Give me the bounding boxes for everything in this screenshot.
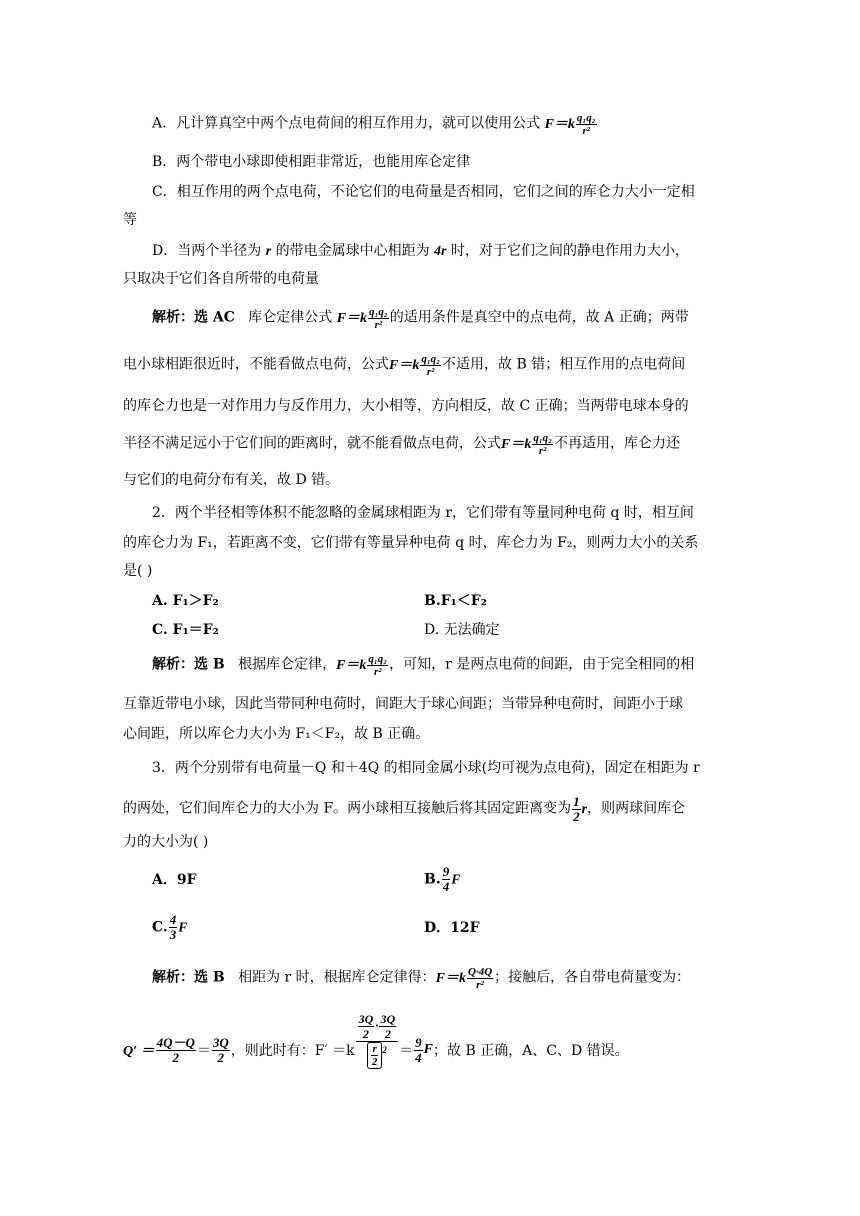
q2-analysis-line3: 心间距，所以库仑力大小为 F₁＜F₂，故 B 正确。 [123,726,430,742]
q1-analysis-line1 [152,306,689,331]
option-label: C. [152,919,168,936]
analysis-text: 库仑定律公式 [248,309,333,326]
q1-analysis-line4 [123,432,680,457]
option-label: B. [424,871,441,888]
q3-analysis-line1 [152,966,690,991]
coulomb-formula: F＝k $\frac{\text{q₁q₂}}{\text{r²}}$ [544,112,596,137]
charge-fraction: $\frac{4Q-Q}{2}$ [156,1034,195,1065]
analysis-label: 解析：选 AC [152,309,235,326]
q1-option-d [152,241,689,262]
coulomb-formula: F＝k $\frac{\text{q₁q₂}}{\text{r²}}$ [336,306,388,331]
q2-option-d: D. 无法确定 [424,622,500,638]
analysis-label: 解析：选 B [152,656,225,673]
analysis-text: ；接触后，各自带电荷量变为： [494,969,691,986]
force-fraction: $\frac{3Q}{2}$ · $\frac{3Q}{2}$ $\frac{r}{2}$ $^2$ [356,1012,399,1069]
coulomb-formula: F＝k $\frac{Q\cdot 4Q}{\text{r²}}$ [435,966,493,991]
q1-analysis-line2 [123,353,685,378]
q1-option-c: C．相互作用的两个点电荷，不论它们的电荷量是否相同，它们之间的库仑力大小一定相 [152,184,695,200]
q3-stem-line2 [123,795,685,824]
charge-result: $\frac{3Q}{2}$ [212,1034,229,1065]
analysis-label: 解析：选 B [152,969,225,986]
coulomb-formula: F＝k $\frac{\text{q₁q₂}}{\text{r²}}$ [501,432,553,457]
q3-stem-line1: 3．两个分别带有电荷量－Q 和＋4Q 的相同金属小球(均可视为点电荷)，固定在相距为 r [152,760,700,776]
analysis-text: 电小球相距很近时，不能看做点电荷，公式 [123,356,389,373]
analysis-text: 根据库仑定律， [238,656,337,673]
q1-option-b: B．两个带电小球即使相距非常近，也能用库仑定律 [152,154,471,170]
analysis-text: 不适用，故 B 错；相互作用的点电荷间 [442,356,686,373]
q-prime-label: Q′ ＝ [123,1044,155,1059]
analysis-text: ，可知，r 是两点电荷的间距，由于完全相同的相 [389,656,695,673]
force-result: $\frac{9}{4}$ [415,1034,422,1065]
analysis-text: 半径不满足远小于它们间的距离时，就不能看做点电荷，公式 [123,435,501,452]
q2-option-c: C. F₁＝F₂ [152,622,219,638]
var-4r: 4r [434,244,447,259]
q2-stem-line1: 2．两个半径相等体积不能忽略的金属球相距为 r，它们带有等量同种电荷 q 时，相互间 [152,505,694,521]
q1-option-d-part: 的带电金属球中心相距为 [275,243,430,259]
q3-option-d: D．12F [424,920,480,936]
q3-option-b: B. $\frac{9}{4}$ F [424,864,461,894]
coulomb-formula: F＝k $\frac{\text{q₁q₂}}{\text{r²}}$ [389,353,441,378]
coulomb-formula: F＝k $\frac{\text{q₁q₂}}{\text{r²}}$ [336,653,388,678]
analysis-text: ；故 B 正确，A、C、D 错误。 [433,1043,629,1059]
q2-analysis-line1 [152,653,694,678]
q2-option-a: A. F₁＞F₂ [152,593,219,609]
q3-option-a: A．9F [152,872,197,888]
q2-stem-line2: 的库仑力为 F₁，若距离不变，它们带有等量异种电荷 q 时，库仑力为 F₂，则两力大小的关系 [123,535,699,551]
q1-option-d-part: D．当两个半径为 [152,243,262,259]
q1-analysis-line5: 与它们的电荷分布有关，故 D 错。 [123,472,340,488]
var-r: r [265,244,272,259]
analysis-text: ，则此时有：F′ ＝k [230,1043,355,1059]
stem-text: 的两处，它们间库仑力的大小为 F。两小球相互接触后将其固定距离变为 [123,800,572,817]
half-r-fraction: $\frac{1}{2}$ r [573,794,588,824]
analysis-text: 不再适用，库仑力还 [554,435,681,452]
q2-analysis-line2: 互靠近带电小球，因此当带同种电荷时，间距大于球心间距；当带异种电荷时，间距小于球 [123,696,683,712]
q1-option-d-part: 时，对于它们之间的静电作用力大小， [450,243,689,259]
q2-stem-line3: 是( ) [123,563,153,579]
stem-text: ，则两球间库仑 [587,800,686,817]
q3-stem-line3: 力的大小为( ) [123,834,209,850]
q2-option-b: B.F₁＜F₂ [424,593,487,609]
q1-option-a [152,112,598,137]
q1-analysis-line3: 的库仑力也是一对作用力与反作用力，大小相等，方向相反，故 C 正确；当两带电球本身的 [123,398,689,414]
q1-option-a-text: A．凡计算真空中两个点电荷间的相互作用力，就可以使用公式 [152,115,541,132]
q3-analysis-line2: Q′ ＝ $\frac{4Q-Q}{2}$ ＝ $\frac{3Q}{2}$ ，则此时有：F′ ＝k $\frac{3Q}{2}$ · $\frac{3Q}{2}$ $\frac{r}{2}$ $^2$ ＝ $\frac{9}{4}$ F ；故 B 正确，A、C、D 错误。 [123,1011,629,1068]
q1-option-d-cont: 只取决于它们各自所带的电荷量 [123,271,319,287]
q1-option-c-cont: 等 [123,212,137,228]
analysis-text: 相距为 r 时，根据库仑定律得： [238,969,436,986]
analysis-text: 的适用条件是真空中的点电荷，故 A 正确；两带 [389,309,689,326]
q3-option-c: C. $\frac{4}{3}$ F [152,912,188,942]
